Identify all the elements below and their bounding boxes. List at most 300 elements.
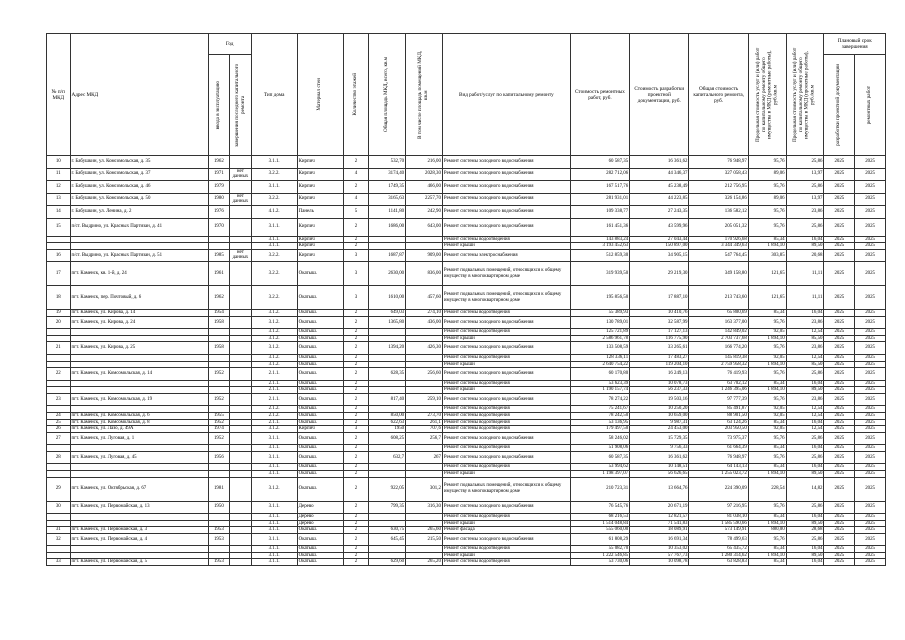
row-address	[70, 380, 208, 387]
row-work-type: Ремонт подвальных помещений, относящихся к общему имуществу в многоквартирном доме	[442, 286, 570, 310]
row-deadline-design: 2025	[824, 262, 855, 286]
row-floors: 2	[343, 329, 369, 336]
row-limit-work: 228,54	[748, 477, 786, 501]
row-deadline-repair: 2025	[855, 206, 886, 219]
row-wall-material: Окатыш.	[297, 310, 343, 317]
table-row	[47, 236, 886, 243]
row-cost-design: 20 671,19	[630, 501, 689, 514]
row-number: 19	[47, 310, 71, 317]
table-row	[47, 168, 886, 181]
row-limit-work: 1 894,10	[748, 552, 786, 559]
row-limit-work: 85,34	[748, 559, 786, 566]
row-number	[47, 380, 71, 387]
row-number: 18	[47, 286, 71, 310]
row-cost-design: 56 237,33	[630, 387, 689, 394]
row-area-living	[406, 380, 443, 387]
row-year-built: 1950	[208, 501, 229, 514]
row-limit-work: 121,65	[748, 262, 786, 286]
row-work-type: Ремонт системы холодного водоснабжения	[442, 342, 570, 355]
row-cost-total: 76 948,97	[689, 156, 748, 169]
row-deadline-design: 2025	[824, 451, 855, 464]
table-row	[47, 445, 886, 452]
row-deadline-repair: 2025	[855, 342, 886, 355]
row-deadline-design: 2025	[824, 445, 855, 452]
row-deadline-repair: 2025	[855, 445, 886, 452]
row-limit-design: 25,86	[786, 218, 824, 236]
header-address: Адрес МКД	[70, 34, 208, 156]
row-address	[70, 243, 208, 250]
row-work-type: Ремонт системы водоотведения	[442, 406, 570, 413]
row-address: пгт. Каменск, ул. Первомайская, д. 3	[70, 527, 208, 534]
row-cost-total: 170 926,68	[689, 236, 748, 243]
row-deadline-design: 2025	[824, 286, 855, 310]
row-year-built: 1952	[208, 393, 229, 406]
table-row	[47, 533, 886, 546]
row-address: пгт. Каменск, ул. Первомайская, д. 4	[70, 533, 208, 546]
row-work-type: Ремонт системы холодного водоснабжения	[442, 368, 570, 381]
row-limit-design: 25,86	[786, 501, 824, 514]
row-area-total: 608,25	[369, 432, 406, 445]
row-year-built: 1985	[208, 249, 229, 262]
row-limit-work: 92,05	[748, 412, 786, 419]
row-deadline-repair: 2025	[855, 552, 886, 559]
row-deadline-design: 2025	[824, 335, 855, 342]
row-cost-design: 9 987,31	[630, 419, 689, 426]
row-wall-material: Кирпич	[297, 193, 343, 206]
row-work-type: Ремонт системы холодного водоснабжения	[442, 501, 570, 514]
row-area-living: 643,00	[406, 218, 443, 236]
row-area-total: 1950	[369, 426, 406, 433]
row-cost-repair: 55 082,70	[570, 546, 629, 553]
header-wall-material: Материал стен	[297, 34, 343, 156]
row-cost-design: 16 361,62	[630, 156, 689, 169]
row-address: пгт. Каменск, ул. Луговая, д. 1	[70, 432, 208, 445]
row-area-total: 799,35	[369, 501, 406, 514]
table-row	[47, 406, 886, 413]
row-number	[47, 387, 71, 394]
row-area-living: 215,50	[406, 533, 443, 546]
row-deadline-design: 2025	[824, 419, 855, 426]
row-area-total: 532,70	[369, 156, 406, 169]
row-deadline-design: 2025	[824, 464, 855, 471]
row-limit-design: 89,50	[786, 243, 824, 250]
row-house-type: 2.1.1.	[251, 368, 297, 381]
row-area-living: 265,20	[406, 559, 443, 566]
table-row	[47, 368, 886, 381]
row-cost-design: 17 127,13	[630, 329, 689, 336]
header-year-built: ввода в эксплуатацию	[208, 55, 229, 156]
row-address	[70, 354, 208, 361]
row-address	[70, 514, 208, 521]
row-limit-work: 95,76	[748, 316, 786, 329]
row-address: пгт. Каменск, ул. Лазо, д. 49А	[70, 426, 208, 433]
row-area-living	[406, 406, 443, 413]
row-deadline-design: 2025	[824, 406, 855, 413]
row-area-living: 466,00	[406, 181, 443, 194]
row-cost-design: 56 626,65	[630, 470, 689, 477]
row-number: 26	[47, 426, 71, 433]
row-limit-work: 1 894,10	[748, 387, 786, 394]
row-cost-repair: 2 640 754,22	[570, 361, 629, 368]
row-floors: 4	[343, 193, 369, 206]
row-work-type: Ремонт системы водоотведения	[442, 310, 570, 317]
row-floors: 5	[343, 206, 369, 219]
table-row	[47, 354, 886, 361]
row-deadline-repair: 2025	[855, 514, 886, 521]
row-number: 28	[47, 451, 71, 464]
row-number	[47, 406, 71, 413]
table-row	[47, 361, 886, 368]
row-address: пгт. Каменск, ул. Октябрьская, д. 67	[70, 477, 208, 501]
table-row	[47, 426, 886, 433]
table-row	[47, 206, 886, 219]
row-number	[47, 520, 71, 527]
row-deadline-design: 2025	[824, 206, 855, 219]
row-work-type: Ремонт системы водоотведения	[442, 445, 570, 452]
row-year-last-repair	[230, 412, 252, 419]
row-floors: 2	[343, 432, 369, 445]
row-house-type: 3.1.2.	[251, 361, 297, 368]
row-number	[47, 329, 71, 336]
row-area-living: 301,2	[406, 477, 443, 501]
row-floors: 2	[343, 477, 369, 501]
row-work-type: Ремонт крыши	[442, 387, 570, 394]
row-cost-repair: 1 514 048,84	[570, 520, 629, 527]
row-cost-total: 63 124,26	[689, 419, 748, 426]
row-wall-material: Окатыш.	[297, 329, 343, 336]
row-area-living	[406, 470, 443, 477]
row-cost-total: 327 058,43	[689, 168, 748, 181]
row-number	[47, 354, 71, 361]
row-cost-repair: 555 060,00	[570, 527, 629, 534]
row-work-type: Ремонт системы водоотведения	[442, 419, 570, 426]
row-wall-material: Кирпич	[297, 236, 343, 243]
row-limit-work: 1 894,10	[748, 243, 786, 250]
row-work-type: Ремонт системы водоотведения	[442, 380, 570, 387]
row-floors: 2	[343, 419, 369, 426]
table-row	[47, 380, 886, 387]
row-area-total	[369, 387, 406, 394]
row-limit-work: 95,76	[748, 393, 786, 406]
row-year-last-repair	[230, 329, 252, 336]
repair-plan-table	[46, 33, 886, 566]
row-limit-design: 12,54	[786, 426, 824, 433]
row-deadline-design: 2025	[824, 412, 855, 419]
row-house-type: 4.1.2.	[251, 206, 297, 219]
row-work-type: Ремонт системы холодного водоснабжения	[442, 432, 570, 445]
row-cost-repair: 68 216,53	[570, 514, 629, 521]
row-number	[47, 243, 71, 250]
row-floors: 2	[343, 470, 369, 477]
row-deadline-design: 2025	[824, 546, 855, 553]
row-address	[70, 445, 208, 452]
row-limit-work: 95,76	[748, 432, 786, 445]
row-floors: 2	[343, 354, 369, 361]
row-limit-work: 85,34	[748, 445, 786, 452]
row-area-living: 242,90	[406, 206, 443, 219]
row-number: 11	[47, 168, 71, 181]
row-area-living: 2257,70	[406, 193, 443, 206]
row-address: пгт. Каменск, кв. 1-й, д. 24	[70, 262, 208, 286]
row-cost-total: 166 774,20	[689, 342, 748, 355]
row-area-living	[406, 546, 443, 553]
row-address	[70, 329, 208, 336]
row-house-type: 3.1.1.	[251, 514, 297, 521]
row-wall-material: Окатыш.	[297, 527, 343, 534]
row-cost-design: 18 089,91	[630, 527, 689, 534]
row-wall-material: Окатыш.	[297, 451, 343, 464]
row-area-total: 817,40	[369, 393, 406, 406]
row-year-last-repair	[230, 368, 252, 381]
row-house-type: 3.1.1.	[251, 552, 297, 559]
row-cost-total: 1 246 395,06	[689, 387, 748, 394]
row-address: пгт. Каменск, ул. Кирова, д. 25	[70, 342, 208, 355]
row-area-total	[369, 514, 406, 521]
row-year-built: 1961	[208, 262, 229, 286]
row-deadline-design: 2025	[824, 393, 855, 406]
row-address: г. Бабушкин, ул. Комсомольская, д. 50	[70, 193, 208, 206]
row-limit-design: 12,54	[786, 406, 824, 413]
row-year-last-repair	[230, 470, 252, 477]
row-address	[70, 520, 208, 527]
row-floors: 2	[343, 361, 369, 368]
row-number	[47, 546, 71, 553]
row-cost-design: 10 353,02	[630, 546, 689, 553]
row-year-last-repair	[230, 419, 252, 426]
row-wall-material: Окатыш.	[297, 546, 343, 553]
row-wall-material: Окатыш.	[297, 335, 343, 342]
row-cost-design: 33 265,61	[630, 342, 689, 355]
row-cost-design: 13 664,76	[630, 477, 689, 501]
row-year-built: 1955	[208, 412, 229, 419]
row-cost-design: 57 767,73	[630, 552, 689, 559]
row-wall-material: Окатыш.	[297, 406, 343, 413]
row-year-last-repair	[230, 477, 252, 501]
row-cost-total: 63 828,83	[689, 559, 748, 566]
row-work-type: Ремонт системы водоотведения	[442, 329, 570, 336]
row-cost-total: 573 149,91	[689, 527, 748, 534]
row-cost-total: 3 344 349,63	[689, 243, 748, 250]
row-year-last-repair	[230, 243, 252, 250]
row-year-built	[208, 329, 229, 336]
row-work-type: Ремонт системы холодного водоснабжения	[442, 533, 570, 546]
table-header	[47, 34, 886, 156]
row-area-living: 273,70	[406, 412, 443, 419]
table-row	[47, 218, 886, 236]
table-row	[47, 181, 886, 194]
row-floors: 2	[343, 156, 369, 169]
row-house-type: 3.1.1.	[251, 451, 297, 464]
row-deadline-repair: 2025	[855, 412, 886, 419]
row-year-last-repair	[230, 520, 252, 527]
row-cost-repair: 53 730,06	[570, 559, 629, 566]
row-cost-repair: 167 517,76	[570, 181, 629, 194]
row-cost-repair: 78 274,22	[570, 393, 629, 406]
row-limit-design: 23,86	[786, 393, 824, 406]
row-wall-material: Окатыш.	[297, 316, 343, 329]
row-cost-repair: 53 136,95	[570, 419, 629, 426]
row-limit-work: 1 894,10	[748, 520, 786, 527]
row-limit-design: 16,04	[786, 559, 824, 566]
row-deadline-design: 2025	[824, 470, 855, 477]
row-cost-repair: 133 508,59	[570, 342, 629, 355]
row-house-type: 3.2.2.	[251, 193, 297, 206]
row-year-last-repair	[230, 354, 252, 361]
row-limit-design: 23,86	[786, 316, 824, 329]
row-cost-design: 27 243,35	[630, 206, 689, 219]
row-cost-repair: 125 721,89	[570, 329, 629, 336]
row-limit-design: 12,54	[786, 329, 824, 336]
row-floors: 2	[343, 559, 369, 566]
row-deadline-design: 2025	[824, 477, 855, 501]
row-limit-design: 28,68	[786, 527, 824, 534]
row-floors: 2	[343, 181, 369, 194]
row-cost-total: 224 390,09	[689, 477, 748, 501]
row-cost-total: 65 800,69	[689, 310, 748, 317]
row-area-total	[369, 445, 406, 452]
row-year-last-repair	[230, 559, 252, 566]
row-deadline-design: 2025	[824, 236, 855, 243]
row-number: 16	[47, 249, 71, 262]
row-deadline-repair: 2025	[855, 329, 886, 336]
row-cost-total: 142 849,02	[689, 329, 748, 336]
row-year-built: 1980	[208, 193, 229, 206]
row-wall-material: Кирпич	[297, 218, 343, 236]
row-cost-total: 65 435,72	[689, 546, 748, 553]
row-deadline-design: 2025	[824, 501, 855, 514]
row-wall-material: Окатыш.	[297, 464, 343, 471]
row-wall-material: Дерево	[297, 501, 343, 514]
row-limit-design: 16,04	[786, 236, 824, 243]
row-address: пгт. Каменск, ул. Комсомольская, д. 8	[70, 419, 208, 426]
table-row	[47, 193, 886, 206]
row-deadline-repair: 2025	[855, 310, 886, 317]
row-floors: 2	[343, 218, 369, 236]
row-house-type: 3.1.2.	[251, 329, 297, 336]
row-address: г. Бабушкин, ул. Ленина, д. 2	[70, 206, 208, 219]
row-year-last-repair	[230, 464, 252, 471]
row-cost-repair: 78 242,50	[570, 412, 629, 419]
row-address	[70, 470, 208, 477]
row-year-built: 1954	[208, 310, 229, 317]
row-limit-design: 11,11	[786, 286, 824, 310]
header-cost-total: Общая стоимость капитального ремонта, руб.	[689, 34, 748, 156]
row-deadline-design: 2025	[824, 527, 855, 534]
row-year-built: 1952	[208, 432, 229, 445]
row-address	[70, 406, 208, 413]
row-year-last-repair	[230, 380, 252, 387]
row-area-living	[406, 329, 443, 336]
row-wall-material: Окатыш.	[297, 552, 343, 559]
table-row	[47, 387, 886, 394]
table-row	[47, 335, 886, 342]
row-deadline-repair: 2025	[855, 249, 886, 262]
header-floors: Количество этажей	[343, 34, 369, 156]
row-year-built	[208, 445, 229, 452]
row-cost-repair: 75 241,67	[570, 406, 629, 413]
row-floors: 4	[343, 168, 369, 181]
row-wall-material: Кирпич	[297, 156, 343, 169]
row-cost-design: 24 453,00	[630, 426, 689, 433]
row-house-type: 2.1.1.	[251, 380, 297, 387]
row-deadline-repair: 2025	[855, 520, 886, 527]
row-cost-repair: 143 883,24	[570, 236, 629, 243]
row-deadline-repair: 2025	[855, 533, 886, 546]
row-cost-repair: 2 586 961,78	[570, 335, 629, 342]
row-area-total	[369, 354, 406, 361]
row-area-total	[369, 329, 406, 336]
row-area-total: 629,60	[369, 559, 406, 566]
row-address: пгт. Каменск, ул. Первомайская, д. 13	[70, 501, 208, 514]
row-deadline-repair: 2025	[855, 354, 886, 361]
row-cost-repair: 61 808,29	[570, 533, 629, 546]
row-year-last-repair	[230, 181, 252, 194]
row-number	[47, 514, 71, 521]
table-row	[47, 546, 886, 553]
repair-plan-sheet	[46, 33, 886, 566]
row-address	[70, 546, 208, 553]
row-limit-work: 95,76	[748, 156, 786, 169]
row-house-type: 3.1.1.	[251, 156, 297, 169]
row-deadline-design: 2025	[824, 380, 855, 387]
row-wall-material: Кирпич	[297, 181, 343, 194]
row-area-total	[369, 464, 406, 471]
row-floors: 2	[343, 533, 369, 546]
row-cost-design: 10 659,00	[630, 412, 689, 419]
row-limit-design: 25,86	[786, 368, 824, 381]
row-year-built	[208, 520, 229, 527]
row-year-built: 1958	[208, 316, 229, 329]
row-limit-work: 95,76	[748, 451, 786, 464]
row-year-built: 1958	[208, 342, 229, 355]
row-work-type: Ремонт системы холодного водоснабжения	[442, 316, 570, 329]
row-year-built	[208, 546, 229, 553]
row-area-living: 265,60	[406, 527, 443, 534]
row-cost-design: 12 821,57	[630, 514, 689, 521]
row-limit-design: 25,86	[786, 156, 824, 169]
row-limit-design: 16,04	[786, 546, 824, 553]
row-floors: 2	[343, 243, 369, 250]
row-wall-material: Окатыш.	[297, 286, 343, 310]
row-wall-material: Кирпич	[297, 243, 343, 250]
row-address	[70, 387, 208, 394]
row-deadline-repair: 2025	[855, 243, 886, 250]
row-floors: 3	[343, 249, 369, 262]
row-number	[47, 445, 71, 452]
row-house-type: 3.1.2.	[251, 316, 297, 329]
row-year-built: 1976	[208, 206, 229, 219]
row-limit-work: 85,34	[748, 380, 786, 387]
row-deadline-repair: 2025	[855, 470, 886, 477]
row-cost-total: 61 664,39	[689, 445, 748, 452]
row-floors: 2	[343, 387, 369, 394]
row-area-total: 2630,00	[369, 262, 406, 286]
row-house-type: 3.1.2.	[251, 426, 297, 433]
row-house-type: 3.1.1.	[251, 243, 297, 250]
row-limit-design: 85,50	[786, 335, 824, 342]
row-limit-work: 1 894,10	[748, 470, 786, 477]
row-deadline-repair: 2025	[855, 451, 886, 464]
row-number: 21	[47, 342, 71, 355]
row-work-type: Ремонт крыши	[442, 520, 570, 527]
row-area-living: 436,00	[406, 316, 443, 329]
row-limit-work: 95,76	[748, 181, 786, 194]
row-number	[47, 552, 71, 559]
row-deadline-design: 2025	[824, 181, 855, 194]
row-area-living: 2028,30	[406, 168, 443, 181]
row-limit-design: 16,04	[786, 310, 824, 317]
row-deadline-design: 2025	[824, 354, 855, 361]
